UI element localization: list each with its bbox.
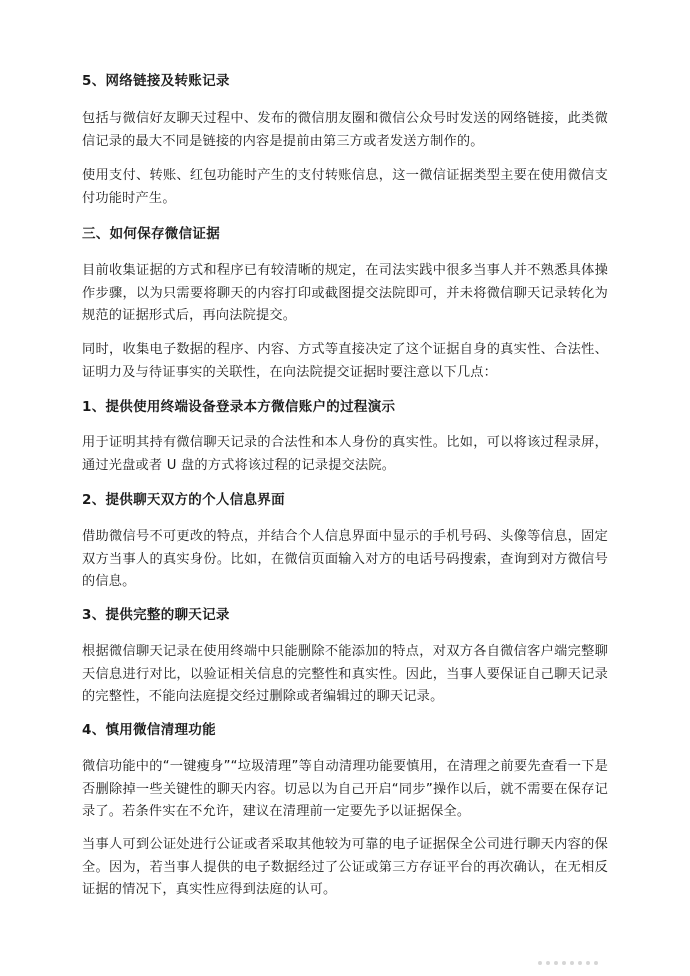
paragraph-profile-pages: 借助微信号不可更改的特点，并结合个人信息界面中显示的手机号码、头像等信息，固定双方当事人的真实身份。比如，在微信页面输入对方的电话号码搜索，查询到对方微信号的信息。: [82, 529, 608, 589]
section-heading-profile-pages: 2、提供聊天双方的个人信息界面: [82, 492, 285, 508]
section-heading-cleanup-caution: 4、慎用微信清理功能: [82, 722, 216, 738]
section-heading-login-demo: 1、提供使用终端设备登录本方微信账户的过程演示: [82, 399, 396, 415]
paragraph-electronic-data: 同时，收集电子数据的程序、内容、方式等直接决定了这个证据自身的真实性、合法性、证明力及与待证事实的关联性，在向法院提交证据时要注意以下几点：: [82, 342, 608, 380]
section-heading-complete-records: 3、提供完整的聊天记录: [82, 607, 230, 623]
paragraph-evidence-collection: 目前收集证据的方式和程序已有较清晰的规定，在司法实践中很多当事人并不熟悉具体操作步骤，以为只需要将聊天的内容打印或截图提交法院即可，并未将微信聊天记录转化为规范的证据形式后，再向法院提交。: [82, 263, 608, 323]
watermark-dots: [538, 952, 668, 962]
section-heading-how-to-preserve: 三、如何保存微信证据: [82, 226, 220, 242]
paragraph-cleanup-caution: 微信功能中的“一键瘦身”“垃圾清理”等自动清理功能要慎用，在清理之前要先查看一下是否删除掉一些关键性的聊天内容。切忌以为自己开启“同步”操作以后，就不需要在保存记录了。若条件实在不允许，建议在清理前一定要先予以证据保全。: [82, 759, 608, 819]
paragraph-payment-transfer: 使用支付、转账、红包功能时产生的支付转账信息，这一微信证据类型主要在使用微信支付功能时产生。: [82, 168, 608, 206]
paragraph-complete-records: 根据微信聊天记录在使用终端中只能删除不能添加的特点，对双方各自微信客户端完整聊天信息进行对比，以验证相关信息的完整性和真实性。因此，当事人要保证自己聊天记录的完整性，不能向法庭提交经过删除或者编辑过的聊天记录。: [82, 644, 608, 704]
paragraph-network-links: 包括与微信好友聊天过程中、发布的微信朋友圈和微信公众号时发送的网络链接，此类微信记录的最大不同是链接的内容是提前由第三方或者发送方制作的。: [82, 111, 608, 149]
section-heading-network-links: 5、网络链接及转账记录: [82, 73, 230, 89]
paragraph-login-demo: 用于证明其持有微信聊天记录的合法性和本人身份的真实性。比如，可以将该过程录屏，通过光盘或者 U 盘的方式将该过程的记录提交法院。: [82, 435, 608, 473]
paragraph-notarization: 当事人可到公证处进行公证或者采取其他较为可靠的电子证据保全公司进行聊天内容的保全。因为，若当事人提供的电子数据经过了公证或第三方存证平台的再次确认，在无相反证据的情况下，真实性应得到法庭的认可。: [82, 837, 608, 897]
